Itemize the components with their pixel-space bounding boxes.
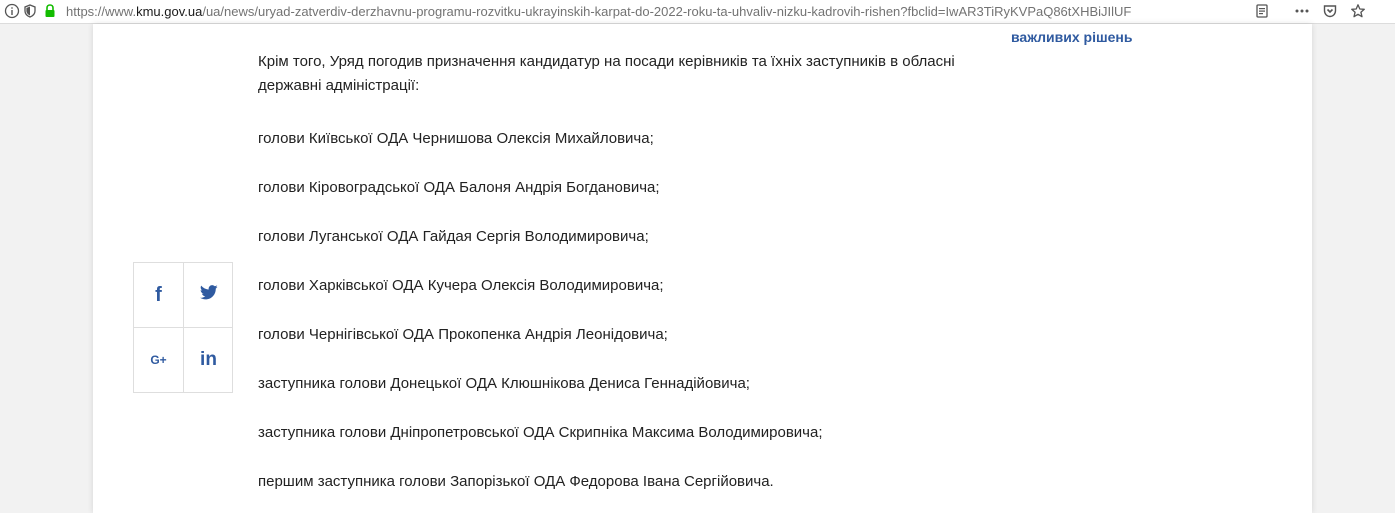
url-domain: kmu.gov.ua [136,4,203,19]
url-path: /ua/news/uryad-zatverdiv-derzhavnu-programu-rozvitku-ukrayinskih-karpat-do-2022-roku-ta-uhvaliv-nizku-kadrovih-rishen?fbclid=IwAR3TiRyKVPaQ86tXHBiJIlUF [202,4,1132,19]
url-prefix: https://www. [66,4,137,19]
url-text[interactable] [66,4,1221,20]
google-plus-icon: G+ [150,353,167,367]
browser-url-bar[interactable] [0,0,1395,24]
article-paragraph: першим заступника голови Запорізької ОДА Федорова Івана Сергійовича. [258,473,774,490]
article-paragraph: Крім того, Уряд погодив призначення кандидатур на посади керівників та їхніх заступників в обласні державні адміністрації: [258,53,955,94]
article-paragraph: заступника голови Донецької ОДА Клюшнікова Дениса Геннадійовича; [258,375,750,392]
google-plus-share-button[interactable] [134,328,183,392]
more-icon[interactable] [1294,3,1310,19]
twitter-share-button[interactable] [184,263,233,327]
article-paragraph: голови Харківської ОДА Кучера Олексія Володимировича; [258,277,664,294]
info-icon[interactable] [4,3,20,19]
linkedin-icon: in [200,349,217,370]
article-paragraph: голови Луганської ОДА Гайдая Сергія Володимировича; [258,228,649,245]
article-paragraph: заступника голови Дніпропетровської ОДА Скрипніка Максима Володимировича; [258,424,823,441]
article-paragraph: голови Чернігівської ОДА Прокопенка Андрія Леонідовича; [258,326,668,343]
pocket-icon[interactable] [1322,3,1338,19]
lock-icon[interactable] [42,3,58,19]
facebook-share-button[interactable] [134,263,183,327]
article-paragraph: голови Кіровоградської ОДА Балоня Андрія Богдановича; [258,179,660,196]
twitter-icon [200,285,218,305]
share-panel [133,262,233,393]
reader-view-icon[interactable] [1254,3,1270,19]
linkedin-share-button[interactable] [184,328,233,392]
tracking-shield-icon[interactable] [22,3,38,19]
facebook-icon: f [155,283,162,306]
article-paragraph: голови Київської ОДА Чернишова Олексія Михайловича; [258,130,654,147]
related-news-link[interactable]: важливих рішень [1011,29,1133,45]
bookmark-star-icon[interactable] [1350,3,1366,19]
